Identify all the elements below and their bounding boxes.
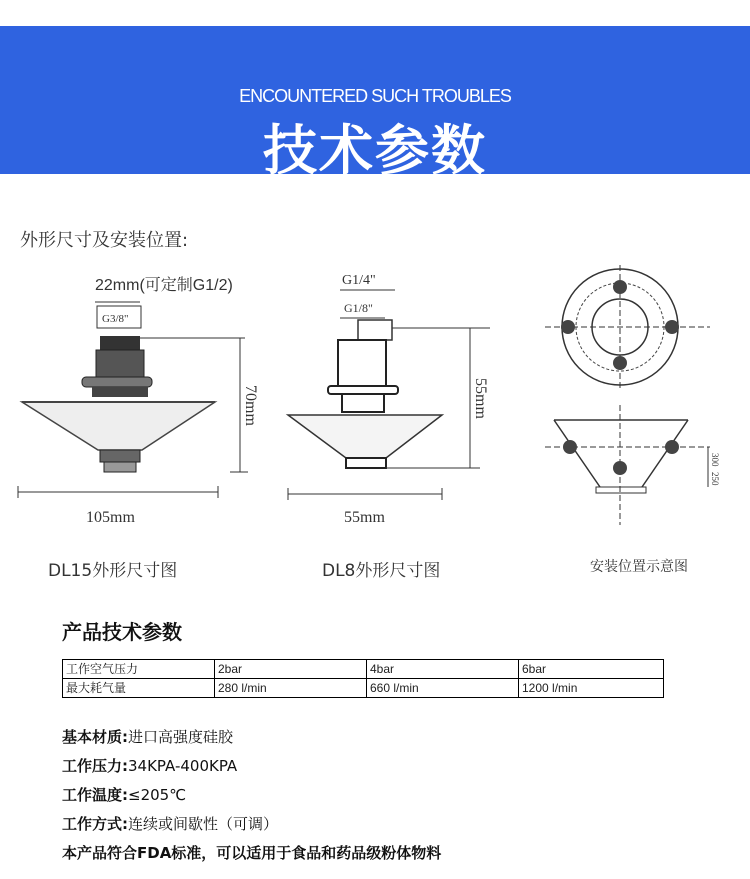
table-cell: 4bar (367, 660, 519, 679)
fda-note: 本产品符合FDA标准，可以适用于食品和药品级粉体物料 (62, 844, 442, 862)
spec-key: 工作温度: (62, 786, 128, 804)
dl15-height-label: 70mm (242, 385, 259, 426)
list-item (62, 785, 441, 814)
dl8-thread-outer-label: G1/4" (342, 273, 376, 288)
table-cell: 280 l/min (215, 679, 367, 698)
table-cell: 6bar (519, 660, 664, 679)
table-row (63, 660, 664, 679)
dl15-thread-label: G3/8" (102, 313, 129, 325)
banner-title: 技术参数 (263, 119, 487, 182)
list-item (62, 814, 441, 843)
dl8-height-label: 55mm (472, 378, 489, 419)
table-row (63, 679, 664, 698)
spec-list (62, 727, 441, 872)
spec-key: 基本材质: (62, 728, 128, 746)
install-dim-300: 300 (710, 453, 720, 467)
params-table (62, 659, 664, 698)
dl15-caption: DL15外形尺寸图 (48, 561, 178, 581)
spec-value: ≤205℃ (128, 786, 187, 804)
dl8-caption: DL8外形尺寸图 (322, 561, 441, 581)
header-banner (0, 26, 750, 182)
spec-key: 工作方式: (62, 815, 128, 833)
install-caption: 安装位置示意图 (590, 559, 688, 575)
table-cell: 2bar (215, 660, 367, 679)
table-cell: 1200 l/min (519, 679, 664, 698)
table-cell: 最大耗气量 (63, 679, 215, 698)
dimensions-section-label: 外形尺寸及安装位置: (20, 230, 189, 251)
dl15-width-label: 105mm (86, 509, 135, 526)
list-item (62, 727, 441, 756)
install-dim-250: 250 (710, 472, 720, 486)
spec-value: 34KPA-400KPA (128, 757, 238, 775)
dl15-top-label: 22mm(可定制G1/2) (95, 277, 233, 294)
dl8-thread-inner-label: G1/8" (344, 301, 373, 315)
banner-subtitle: ENCOUNTERED SUCH TROUBLES (239, 86, 511, 106)
spec-key: 工作压力: (62, 757, 128, 775)
dl8-dimension-drawing (280, 260, 520, 530)
table-cell: 工作空气压力 (63, 660, 215, 679)
table-cell: 660 l/min (367, 679, 519, 698)
spec-value: 连续或间歇性（可调） (128, 815, 279, 833)
dl15-dimension-drawing (0, 260, 270, 530)
spec-value: 进口高强度硅胶 (128, 728, 234, 746)
dl8-width-label: 55mm (344, 509, 385, 526)
list-item (62, 756, 441, 785)
params-title: 产品技术参数 (62, 620, 182, 644)
install-position-drawing (540, 265, 740, 530)
